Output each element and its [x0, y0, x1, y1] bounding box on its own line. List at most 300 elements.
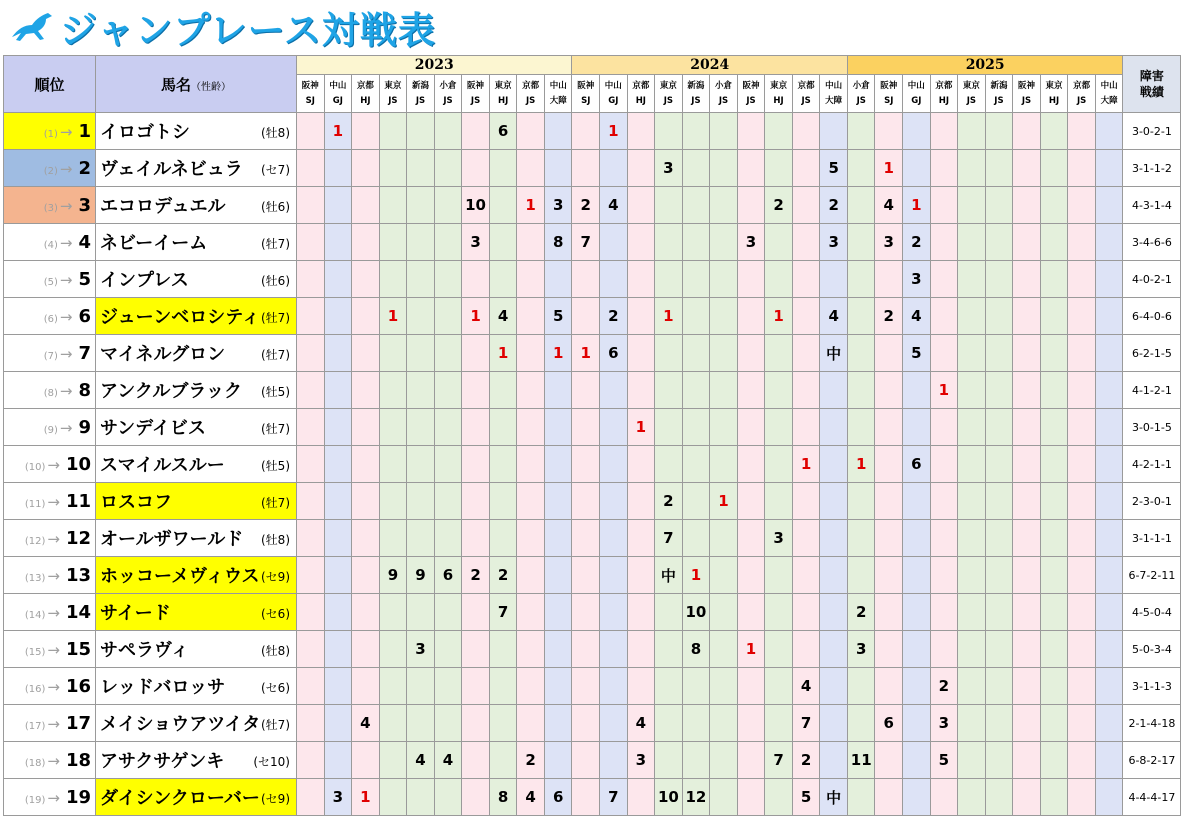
race-result-cell — [765, 224, 793, 261]
race-venue: 東京 — [1045, 80, 1063, 91]
race-result-cell — [1068, 668, 1096, 705]
table-row — [4, 594, 1181, 631]
race-result-cell — [297, 113, 325, 150]
race-result-cell — [875, 557, 903, 594]
race-grade: JS — [691, 95, 701, 106]
horse-name-cell — [96, 594, 297, 631]
race-result-cell — [379, 409, 407, 446]
race-result-cell — [379, 742, 407, 779]
race-result-cell: 3 — [407, 631, 435, 668]
race-result-cell — [765, 594, 793, 631]
race-result-cell — [1068, 483, 1096, 520]
race-result-cell — [1095, 742, 1123, 779]
race-result-cell — [1068, 335, 1096, 372]
race-result-cell — [655, 742, 683, 779]
race-result-cell — [462, 742, 490, 779]
race-result-cell — [847, 779, 875, 816]
horse-sex-age: (セ10) — [253, 755, 290, 769]
results-header — [1123, 56, 1181, 113]
race-result-cell — [930, 113, 958, 150]
race-result-cell — [737, 668, 765, 705]
race-header — [930, 75, 958, 113]
horse-name-cell — [96, 520, 297, 557]
race-result-cell — [655, 668, 683, 705]
table-row — [4, 446, 1181, 483]
race-result-cell — [379, 150, 407, 187]
current-rank: 3 — [78, 194, 91, 216]
race-result-cell: 1 — [930, 372, 958, 409]
horse-name: メイショウアツイタ — [100, 714, 261, 735]
race-result-cell: 6 — [544, 779, 572, 816]
race-result-cell — [682, 113, 710, 150]
race-result-cell — [379, 446, 407, 483]
race-result-cell — [324, 594, 352, 631]
record-cell: 4-4-4-17 — [1123, 779, 1181, 816]
race-result-cell: 1 — [875, 150, 903, 187]
race-venue: 京都 — [797, 80, 815, 91]
horse-name-cell — [96, 187, 297, 224]
race-grade: JS — [718, 95, 729, 106]
race-result-cell — [379, 631, 407, 668]
record-cell: 6-2-1-5 — [1123, 335, 1181, 372]
race-result-cell — [930, 150, 958, 187]
race-result-cell: 1 — [572, 335, 600, 372]
race-result-cell — [434, 261, 462, 298]
race-result-cell — [627, 483, 655, 520]
race-header — [875, 75, 903, 113]
race-result-cell — [847, 298, 875, 335]
race-result-cell — [737, 298, 765, 335]
race-result-cell: 1 — [655, 298, 683, 335]
race-result-cell — [985, 261, 1013, 298]
horse-sex-age: (牡8) — [261, 126, 290, 140]
race-result-cell — [1095, 261, 1123, 298]
race-result-cell — [462, 631, 490, 668]
record-cell: 3-4-6-6 — [1123, 224, 1181, 261]
race-result-cell — [875, 779, 903, 816]
table-row — [4, 372, 1181, 409]
race-result-cell — [792, 150, 820, 187]
horse-sex-age: (牡7) — [261, 237, 290, 251]
race-result-cell — [1068, 224, 1096, 261]
race-result-cell — [847, 705, 875, 742]
race-result-cell — [1013, 705, 1041, 742]
race-grade: 大障 — [1100, 95, 1118, 106]
previous-rank: (8) — [43, 387, 58, 399]
race-result-cell — [572, 779, 600, 816]
previous-rank: (11) — [24, 498, 46, 510]
race-result-cell — [407, 372, 435, 409]
race-result-cell — [737, 335, 765, 372]
race-result-cell — [903, 742, 931, 779]
race-result-cell — [627, 372, 655, 409]
table-row — [4, 113, 1181, 150]
race-result-cell — [655, 705, 683, 742]
arrow-icon: → — [59, 307, 73, 326]
race-result-cell — [462, 150, 490, 187]
race-result-cell — [489, 705, 517, 742]
rank-cell — [4, 372, 96, 409]
race-result-cell — [627, 446, 655, 483]
race-result-cell — [820, 594, 848, 631]
race-result-cell — [765, 113, 793, 150]
race-result-cell — [462, 446, 490, 483]
horse-sex-age: (セ6) — [261, 607, 290, 621]
race-result-cell — [930, 298, 958, 335]
race-result-cell — [875, 409, 903, 446]
race-result-cell — [297, 483, 325, 520]
race-result-cell — [1095, 187, 1123, 224]
race-result-cell — [682, 668, 710, 705]
race-result-cell — [544, 372, 572, 409]
race-result-cell — [489, 631, 517, 668]
previous-rank: (4) — [43, 239, 58, 251]
race-header — [985, 75, 1013, 113]
race-result-cell — [655, 631, 683, 668]
race-result-cell — [930, 631, 958, 668]
race-result-cell — [1013, 779, 1041, 816]
race-result-cell — [1068, 631, 1096, 668]
race-result-cell — [379, 187, 407, 224]
race-result-cell — [352, 520, 380, 557]
race-venue: 東京 — [962, 80, 980, 91]
race-result-cell — [489, 742, 517, 779]
race-header — [710, 75, 738, 113]
rank-cell — [4, 557, 96, 594]
race-venue: 新潟 — [990, 80, 1008, 91]
race-result-cell — [379, 113, 407, 150]
race-result-cell — [297, 409, 325, 446]
race-result-cell — [600, 705, 628, 742]
horse-name: レッドバロッサ — [100, 677, 226, 698]
race-result-cell — [407, 335, 435, 372]
page-title: ジャンプレース対戦表 — [60, 9, 436, 52]
race-result-cell — [572, 705, 600, 742]
page-header — [8, 4, 436, 50]
table-row — [4, 261, 1181, 298]
race-result-cell — [985, 483, 1013, 520]
race-result-cell — [1013, 631, 1041, 668]
horse-name-cell — [96, 261, 297, 298]
race-result-cell — [407, 520, 435, 557]
race-venue: 京都 — [632, 80, 650, 91]
race-result-cell — [1068, 520, 1096, 557]
table-row — [4, 742, 1181, 779]
race-result-cell — [1095, 224, 1123, 261]
race-result-cell — [1013, 668, 1041, 705]
race-result-cell — [847, 335, 875, 372]
race-result-cell — [627, 261, 655, 298]
previous-rank: (16) — [24, 683, 46, 695]
race-result-cell: 3 — [627, 742, 655, 779]
race-header — [434, 75, 462, 113]
record-cell: 2-1-4-18 — [1123, 705, 1181, 742]
rank-cell — [4, 261, 96, 298]
horse-name: エコロデュエル — [100, 196, 226, 217]
race-result-cell — [930, 594, 958, 631]
race-result-cell — [1095, 113, 1123, 150]
race-result-cell — [710, 446, 738, 483]
race-result-cell: 10 — [682, 594, 710, 631]
rank-cell — [4, 187, 96, 224]
arrow-icon: → — [59, 381, 73, 400]
race-result-cell: 7 — [489, 594, 517, 631]
race-result-cell — [462, 261, 490, 298]
race-result-cell — [958, 187, 986, 224]
race-result-cell — [352, 557, 380, 594]
race-result-cell — [1068, 187, 1096, 224]
race-result-cell — [765, 483, 793, 520]
race-result-cell: 3 — [930, 705, 958, 742]
arrow-icon: → — [59, 122, 73, 141]
table-row — [4, 150, 1181, 187]
horse-name-cell — [96, 742, 297, 779]
race-venue: 阪神 — [301, 80, 319, 91]
arrow-icon: → — [59, 196, 73, 215]
horse-name-cell — [96, 113, 297, 150]
current-rank: 11 — [65, 490, 91, 512]
race-grade: HJ — [773, 95, 784, 106]
race-grade: JS — [663, 95, 674, 106]
race-result-cell — [710, 631, 738, 668]
race-result-cell — [655, 335, 683, 372]
race-result-cell — [1068, 372, 1096, 409]
race-result-cell — [985, 224, 1013, 261]
race-header — [958, 75, 986, 113]
race-grade: JS — [856, 95, 866, 106]
race-venue: 小倉 — [439, 80, 457, 91]
race-result-cell: 6 — [903, 446, 931, 483]
race-result-cell — [572, 742, 600, 779]
race-result-cell — [710, 594, 738, 631]
race-result-cell: 2 — [847, 594, 875, 631]
race-result-cell — [1040, 224, 1068, 261]
race-result-cell — [820, 668, 848, 705]
race-result-cell — [600, 446, 628, 483]
horse-sex-age: (セ6) — [261, 681, 290, 695]
race-result-cell — [379, 668, 407, 705]
previous-rank: (10) — [24, 461, 46, 473]
race-result-cell — [600, 631, 628, 668]
previous-rank: (12) — [24, 535, 46, 547]
race-result-cell — [434, 187, 462, 224]
horse-name-cell — [96, 335, 297, 372]
race-result-cell — [1068, 557, 1096, 594]
race-result-cell — [682, 298, 710, 335]
race-result-cell — [462, 520, 490, 557]
race-result-cell — [710, 705, 738, 742]
race-result-cell — [1068, 446, 1096, 483]
race-result-cell — [324, 557, 352, 594]
race-result-cell: 5 — [792, 779, 820, 816]
race-result-cell: 1 — [765, 298, 793, 335]
previous-rank: (14) — [24, 609, 46, 621]
current-rank: 4 — [78, 231, 91, 253]
race-result-cell — [297, 224, 325, 261]
race-result-cell — [765, 557, 793, 594]
race-result-cell: 中 — [820, 779, 848, 816]
race-result-cell — [324, 409, 352, 446]
race-result-cell: 3 — [462, 224, 490, 261]
horse-sex-age: (牡7) — [261, 496, 290, 510]
rank-cell — [4, 520, 96, 557]
race-header — [1040, 75, 1068, 113]
race-result-cell — [682, 335, 710, 372]
race-result-cell — [627, 557, 655, 594]
race-result-cell — [875, 631, 903, 668]
race-result-cell — [765, 150, 793, 187]
race-venue: 中山 — [329, 80, 347, 91]
race-result-cell: 2 — [462, 557, 490, 594]
race-result-cell — [710, 187, 738, 224]
race-result-cell — [572, 520, 600, 557]
race-result-cell — [1095, 557, 1123, 594]
race-result-cell — [627, 520, 655, 557]
race-result-cell: 7 — [655, 520, 683, 557]
race-venue: 新潟 — [411, 80, 429, 91]
race-result-cell — [958, 298, 986, 335]
horse-name-cell — [96, 779, 297, 816]
horse-name: ロスコフ — [100, 492, 172, 513]
race-result-cell — [627, 335, 655, 372]
race-result-cell — [572, 594, 600, 631]
race-venue: 東京 — [384, 80, 402, 91]
record-cell: 3-1-1-1 — [1123, 520, 1181, 557]
race-result-cell — [1068, 779, 1096, 816]
race-grade: HJ — [938, 95, 949, 106]
race-venue: 小倉 — [852, 80, 870, 91]
current-rank: 14 — [65, 601, 91, 623]
race-result-cell — [710, 298, 738, 335]
year-header: 2024 — [572, 56, 847, 75]
race-result-cell — [352, 261, 380, 298]
race-result-cell: 1 — [489, 335, 517, 372]
horse-sex-age: (牡7) — [261, 422, 290, 436]
race-result-cell — [544, 446, 572, 483]
race-result-cell — [462, 335, 490, 372]
race-result-cell — [847, 409, 875, 446]
rank-header: 順位 — [4, 56, 96, 113]
race-result-cell — [930, 779, 958, 816]
race-grade: GJ — [608, 95, 619, 106]
race-result-cell — [1013, 113, 1041, 150]
race-result-cell — [1040, 113, 1068, 150]
current-rank: 6 — [78, 305, 91, 327]
race-result-cell — [407, 261, 435, 298]
horse-sex-age: (牡5) — [261, 385, 290, 399]
race-result-cell — [875, 483, 903, 520]
previous-rank: (2) — [43, 165, 58, 177]
table-row — [4, 483, 1181, 520]
race-result-cell — [737, 372, 765, 409]
race-result-cell — [820, 261, 848, 298]
horse-name: アサクサゲンキ — [100, 751, 225, 772]
race-result-cell — [985, 372, 1013, 409]
race-result-cell — [710, 113, 738, 150]
horse-name-cell — [96, 631, 297, 668]
race-result-cell — [792, 520, 820, 557]
race-result-cell — [600, 520, 628, 557]
race-header — [324, 75, 352, 113]
race-header — [379, 75, 407, 113]
race-result-cell — [1040, 335, 1068, 372]
race-result-cell — [462, 594, 490, 631]
race-result-cell — [792, 372, 820, 409]
race-result-cell — [792, 224, 820, 261]
race-result-cell — [958, 409, 986, 446]
race-result-cell — [517, 113, 545, 150]
horse-name: サイード — [100, 603, 171, 624]
race-result-cell — [985, 557, 1013, 594]
race-result-cell — [434, 409, 462, 446]
race-result-cell: 1 — [600, 113, 628, 150]
current-rank: 16 — [65, 675, 91, 697]
race-result-cell — [682, 224, 710, 261]
race-result-cell — [297, 446, 325, 483]
race-result-cell — [324, 446, 352, 483]
horse-sex-age: (牡8) — [261, 644, 290, 658]
race-header — [792, 75, 820, 113]
race-result-cell — [765, 668, 793, 705]
horse-name: アンクルブラック — [100, 381, 243, 402]
previous-rank: (7) — [43, 350, 58, 362]
race-result-cell — [544, 594, 572, 631]
race-grade: JS — [801, 95, 811, 106]
race-result-cell — [655, 409, 683, 446]
race-result-cell — [792, 261, 820, 298]
race-result-cell — [930, 520, 958, 557]
race-result-cell — [379, 224, 407, 261]
race-result-cell: 3 — [324, 779, 352, 816]
race-result-cell — [682, 261, 710, 298]
race-result-cell — [517, 557, 545, 594]
race-grade: JS — [1076, 95, 1087, 106]
rank-cell — [4, 446, 96, 483]
current-rank: 8 — [78, 379, 91, 401]
record-cell: 4-1-2-1 — [1123, 372, 1181, 409]
race-result-cell: 2 — [903, 224, 931, 261]
race-result-cell — [792, 557, 820, 594]
race-venue: 阪神 — [880, 80, 898, 91]
race-result-cell — [875, 113, 903, 150]
race-header — [627, 75, 655, 113]
race-result-cell — [958, 224, 986, 261]
horse-name: マイネルグロン — [100, 344, 226, 365]
race-result-cell — [847, 261, 875, 298]
race-result-cell — [352, 668, 380, 705]
race-result-cell — [297, 705, 325, 742]
race-grade: GJ — [911, 95, 922, 106]
race-result-cell — [682, 520, 710, 557]
race-result-cell: 2 — [820, 187, 848, 224]
race-result-cell — [737, 705, 765, 742]
race-result-cell: 7 — [792, 705, 820, 742]
race-result-cell — [379, 335, 407, 372]
race-result-cell — [489, 150, 517, 187]
race-result-cell: 3 — [903, 261, 931, 298]
race-result-cell — [572, 483, 600, 520]
race-result-cell: 4 — [352, 705, 380, 742]
race-result-cell — [710, 335, 738, 372]
race-result-cell — [903, 631, 931, 668]
horse-name: イロゴトシ — [100, 122, 190, 143]
race-result-cell: 6 — [875, 705, 903, 742]
horse-name-cell — [96, 446, 297, 483]
race-result-cell — [572, 261, 600, 298]
horse-name: オールザワールド — [100, 529, 244, 550]
race-result-cell — [710, 409, 738, 446]
arrow-icon: → — [59, 418, 73, 437]
